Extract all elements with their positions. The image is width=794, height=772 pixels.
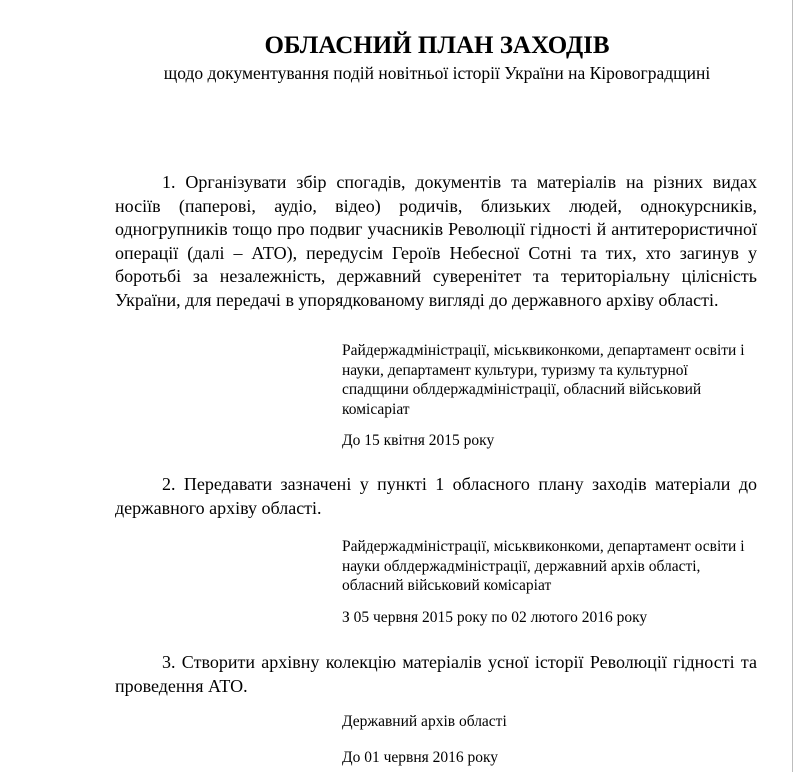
plan-item-1-responsible: Райдержадміністрації, міськвиконкоми, департамент освіти і науки, департамент культури, туризму та культурної спадщини облдержадміністрації, обласний військовий комісаріат bbox=[342, 342, 745, 418]
plan-item-2-responsible: Райдержадміністрації, міськвиконкоми, департамент освіти і науки облдержадміністрації, державний архів області, обласний військовий комісаріат bbox=[342, 538, 745, 594]
plan-item-3-responsible: Державний архів області bbox=[342, 713, 507, 730]
plan-item-2-deadline: З 05 червня 2015 року по 02 лютого 2016 року bbox=[342, 609, 648, 626]
plan-item-3-text: 3. Створити архівну колекцію матеріалів усної історії Революції гідності та проведення АТО. bbox=[115, 652, 757, 696]
plan-item-2-text: 2. Передавати зазначені у пункті 1 обласного плану заходів матеріали до державного архіву області. bbox=[115, 474, 757, 518]
document-title: ОБЛАСНИЙ ПЛАН ЗАХОДІВ bbox=[264, 32, 610, 59]
plan-item-1-text: 1. Організувати збір спогадів, документів та матеріалів на різних видах носіїв (паперові, аудіо, відео) родичів, близьких людей, однокурсників, одногрупників тощо про подвиг учасників Революції гідності й антитерористичної операції (далі – АТО), передусім Героїв Небесної Сотні та тих, хто загинув у боротьбі за незалежність, державний суверенітет та територіальну цілісність України, для передачі в упорядкованому вигляді до державного архіву області. bbox=[115, 172, 757, 310]
plan-item-1-deadline: До 15 квітня 2015 року bbox=[342, 432, 495, 449]
document-subtitle: щодо документування подій новітньої історії України на Кіровоградщині bbox=[163, 63, 711, 83]
plan-item-3-deadline: До 01 червня 2016 року bbox=[342, 749, 499, 766]
